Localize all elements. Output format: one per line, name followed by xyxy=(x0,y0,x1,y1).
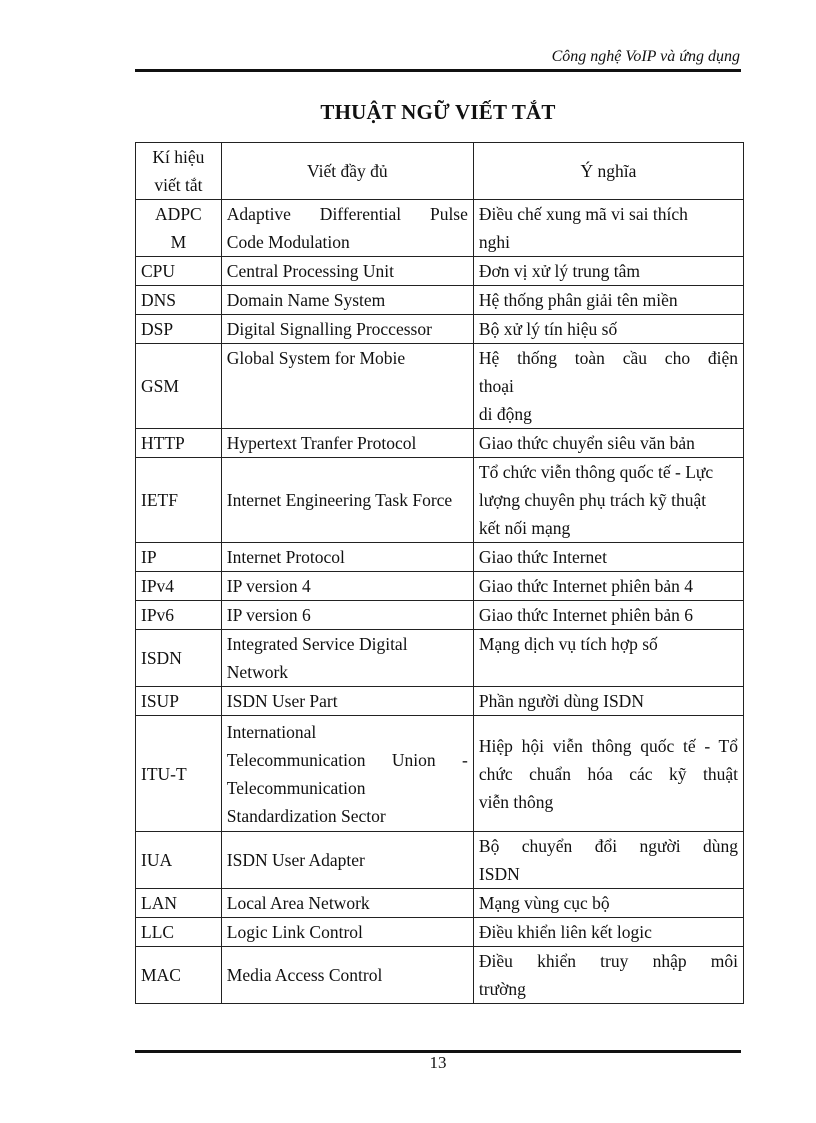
table-row xyxy=(136,918,744,947)
abbr-cell: CPU xyxy=(136,257,222,286)
meaning-cell: Mạng vùng cục bộ xyxy=(473,889,743,918)
meaning-cell: Điều khiển truy nhập môi trường xyxy=(473,947,743,1004)
table-row xyxy=(136,286,744,315)
meaning-cell: Mạng dịch vụ tích hợp số xyxy=(473,630,743,687)
table-row xyxy=(136,630,744,687)
full-cell: IP version 4 xyxy=(221,572,473,601)
full-cell: ISDN User Adapter xyxy=(221,832,473,889)
abbr-cell: DNS xyxy=(136,286,222,315)
full-cell: Domain Name System xyxy=(221,286,473,315)
meaning-cell: Bộ chuyển đổi người dùng ISDN xyxy=(473,832,743,889)
abbr-cell: IUA xyxy=(136,832,222,889)
abbr-cell: IPv4 xyxy=(136,572,222,601)
full-cell: Central Processing Unit xyxy=(221,257,473,286)
header-rule xyxy=(135,69,741,72)
table-row xyxy=(136,543,744,572)
full-cell: IP version 6 xyxy=(221,601,473,630)
abbr-cell: LLC xyxy=(136,918,222,947)
page-title: THUẬT NGỮ VIẾT TẮT xyxy=(320,100,556,124)
table-row xyxy=(136,832,744,889)
full-cell: Local Area Network xyxy=(221,889,473,918)
table-row xyxy=(136,315,744,344)
full-cell: International Telecommunication Union - Telecommunication Standardization Sector xyxy=(221,716,473,832)
table-row xyxy=(136,687,744,716)
full-cell: Integrated Service Digital Network xyxy=(221,630,473,687)
meaning-cell: Đơn vị xử lý trung tâm xyxy=(473,257,743,286)
page-number: 13 xyxy=(429,1053,447,1072)
meaning-cell: Điều chế xung mã vi sai thích nghi xyxy=(473,200,743,257)
table-row xyxy=(136,947,744,1004)
header-full: Viết đầy đủ xyxy=(221,143,473,200)
meaning-cell: Điều khiển liên kết logic xyxy=(473,918,743,947)
meaning-cell: Tổ chức viễn thông quốc tế - Lực lượng chuyên phụ trách kỹ thuật kết nối mạng xyxy=(473,458,743,543)
meaning-cell: Hiệp hội viễn thông quốc tế - Tổ chức chuẩn hóa các kỹ thuật viễn thông xyxy=(473,716,743,832)
abbr-cell: ISUP xyxy=(136,687,222,716)
abbr-cell: ITU-T xyxy=(136,716,222,832)
abbr-cell: DSP xyxy=(136,315,222,344)
table-row xyxy=(136,458,744,543)
table-row xyxy=(136,257,744,286)
header-meaning: Ý nghĩa xyxy=(473,143,743,200)
meaning-cell: Phần người dùng ISDN xyxy=(473,687,743,716)
meaning-cell: Hệ thống phân giải tên miền xyxy=(473,286,743,315)
full-cell: Internet Protocol xyxy=(221,543,473,572)
full-cell: Internet Engineering Task Force xyxy=(221,458,473,543)
abbr-cell: IP xyxy=(136,543,222,572)
meaning-cell: Giao thức chuyển siêu văn bản xyxy=(473,429,743,458)
abbr-cell: ISDN xyxy=(136,630,222,687)
meaning-cell: Giao thức Internet xyxy=(473,543,743,572)
full-cell: Logic Link Control xyxy=(221,918,473,947)
full-cell: Media Access Control xyxy=(221,947,473,1004)
meaning-cell: Hệ thống toàn cầu cho điện thoại di động xyxy=(473,344,743,429)
table-row xyxy=(136,716,744,832)
abbreviations-table xyxy=(135,142,744,1004)
abbr-cell: ADPC M xyxy=(136,200,222,257)
meaning-cell: Giao thức Internet phiên bản 4 xyxy=(473,572,743,601)
table-header-row xyxy=(136,143,744,200)
abbr-cell: MAC xyxy=(136,947,222,1004)
abbr-cell: LAN xyxy=(136,889,222,918)
table-row xyxy=(136,429,744,458)
full-cell: Digital Signalling Proccessor xyxy=(221,315,473,344)
abbr-cell: IPv6 xyxy=(136,601,222,630)
full-cell: Global System for Mobie xyxy=(221,344,473,429)
running-header: Công nghệ VoIP và ứng dụng xyxy=(551,48,740,65)
abbr-cell: IETF xyxy=(136,458,222,543)
meaning-cell: Bộ xử lý tín hiệu số xyxy=(473,315,743,344)
abbr-cell: HTTP xyxy=(136,429,222,458)
table-row xyxy=(136,572,744,601)
abbr-cell: GSM xyxy=(136,344,222,429)
full-cell: ISDN User Part xyxy=(221,687,473,716)
full-cell: Hypertext Tranfer Protocol xyxy=(221,429,473,458)
table-row xyxy=(136,601,744,630)
header-abbr: Kí hiệu viết tắt xyxy=(136,143,222,200)
meaning-cell: Giao thức Internet phiên bản 6 xyxy=(473,601,743,630)
table-row xyxy=(136,200,744,257)
full-cell: Adaptive Differential Pulse Code Modulation xyxy=(221,200,473,257)
table-row xyxy=(136,344,744,429)
table-row xyxy=(136,889,744,918)
